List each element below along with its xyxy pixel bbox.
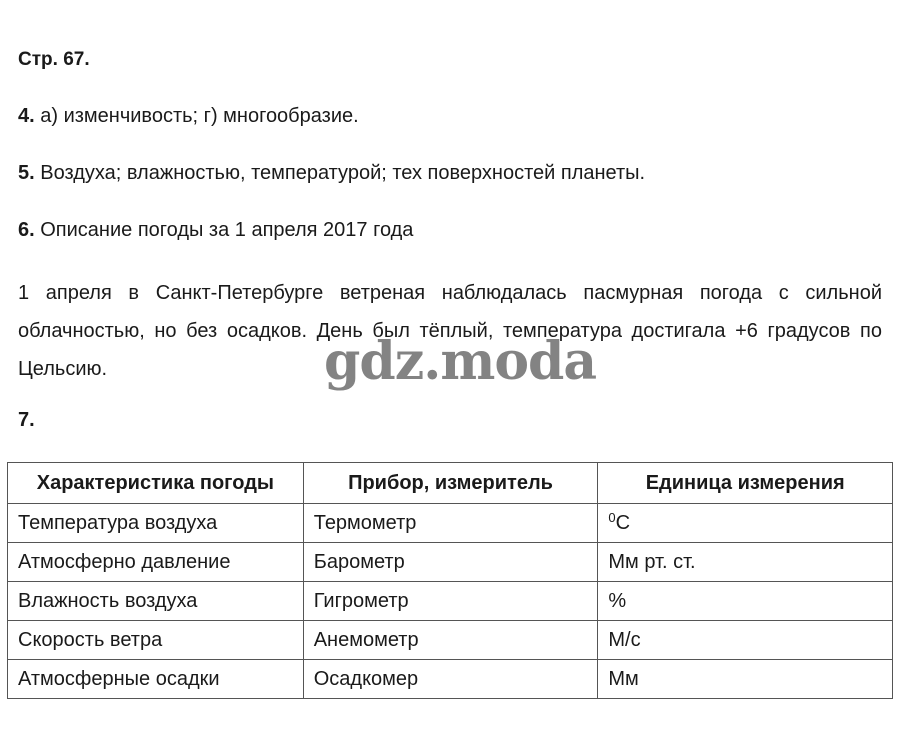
answer-7: 7. xyxy=(18,409,35,431)
table-cell-instrument: Термометр xyxy=(303,504,598,543)
table-cell-characteristic: Температура воздуха xyxy=(8,504,304,543)
column-header: Единица измерения xyxy=(598,463,893,504)
table-cell-unit: Мм рт. ст. xyxy=(598,543,893,582)
table-cell-characteristic: Атмосферно давление xyxy=(8,543,304,582)
answer-number: 5. xyxy=(18,162,35,184)
table-cell-unit: % xyxy=(598,582,893,621)
table-row xyxy=(8,660,893,699)
table-cell-characteristic: Влажность воздуха xyxy=(8,582,304,621)
watermark-logo: gdz.moda xyxy=(324,331,597,392)
table-row xyxy=(8,582,893,621)
table-header-row xyxy=(8,463,893,504)
answer-text: а) изменчивость; г) многообразие. xyxy=(34,105,359,127)
table-row xyxy=(8,543,893,582)
answer-text: Воздуха; влажностью, температурой; тех поверхностей планеты. xyxy=(34,162,646,184)
answer-text: Описание погоды за 1 апреля 2017 года xyxy=(34,219,414,241)
answer-5 xyxy=(18,161,645,185)
weather-table xyxy=(7,462,893,699)
table-cell-instrument: Осадкомер xyxy=(303,660,598,699)
table-cell-unit: М/с xyxy=(598,621,893,660)
answer-number: 4. xyxy=(18,105,35,127)
table-row xyxy=(8,504,893,543)
table-cell-unit: Мм xyxy=(598,660,893,699)
page-title: Стр. 67. xyxy=(18,49,90,70)
answer-4 xyxy=(18,104,359,128)
answer-6 xyxy=(18,218,413,242)
unit-superscript: 0 xyxy=(608,509,616,525)
table-row xyxy=(8,621,893,660)
table-cell-instrument: Барометр xyxy=(303,543,598,582)
table-cell-characteristic: Скорость ветра xyxy=(8,621,304,660)
answer-number: 6. xyxy=(18,219,35,241)
table-cell-unit xyxy=(598,504,893,543)
weather-description-paragraph: 1 апреля в Санкт-Петербурге ветреная наблюдалась пасмурная погода с сильной облачностью, но без осадков. День был тёплый, температура достигала +6 градусов по Цельсию. xyxy=(18,282,882,380)
column-header: Прибор, измеритель xyxy=(303,463,598,504)
unit-text: С xyxy=(615,511,631,534)
table-cell-characteristic: Атмосферные осадки xyxy=(8,660,304,699)
column-header: Характеристика погоды xyxy=(8,463,304,504)
table-cell-instrument: Анемометр xyxy=(303,621,598,660)
table-cell-instrument: Гигрометр xyxy=(303,582,598,621)
